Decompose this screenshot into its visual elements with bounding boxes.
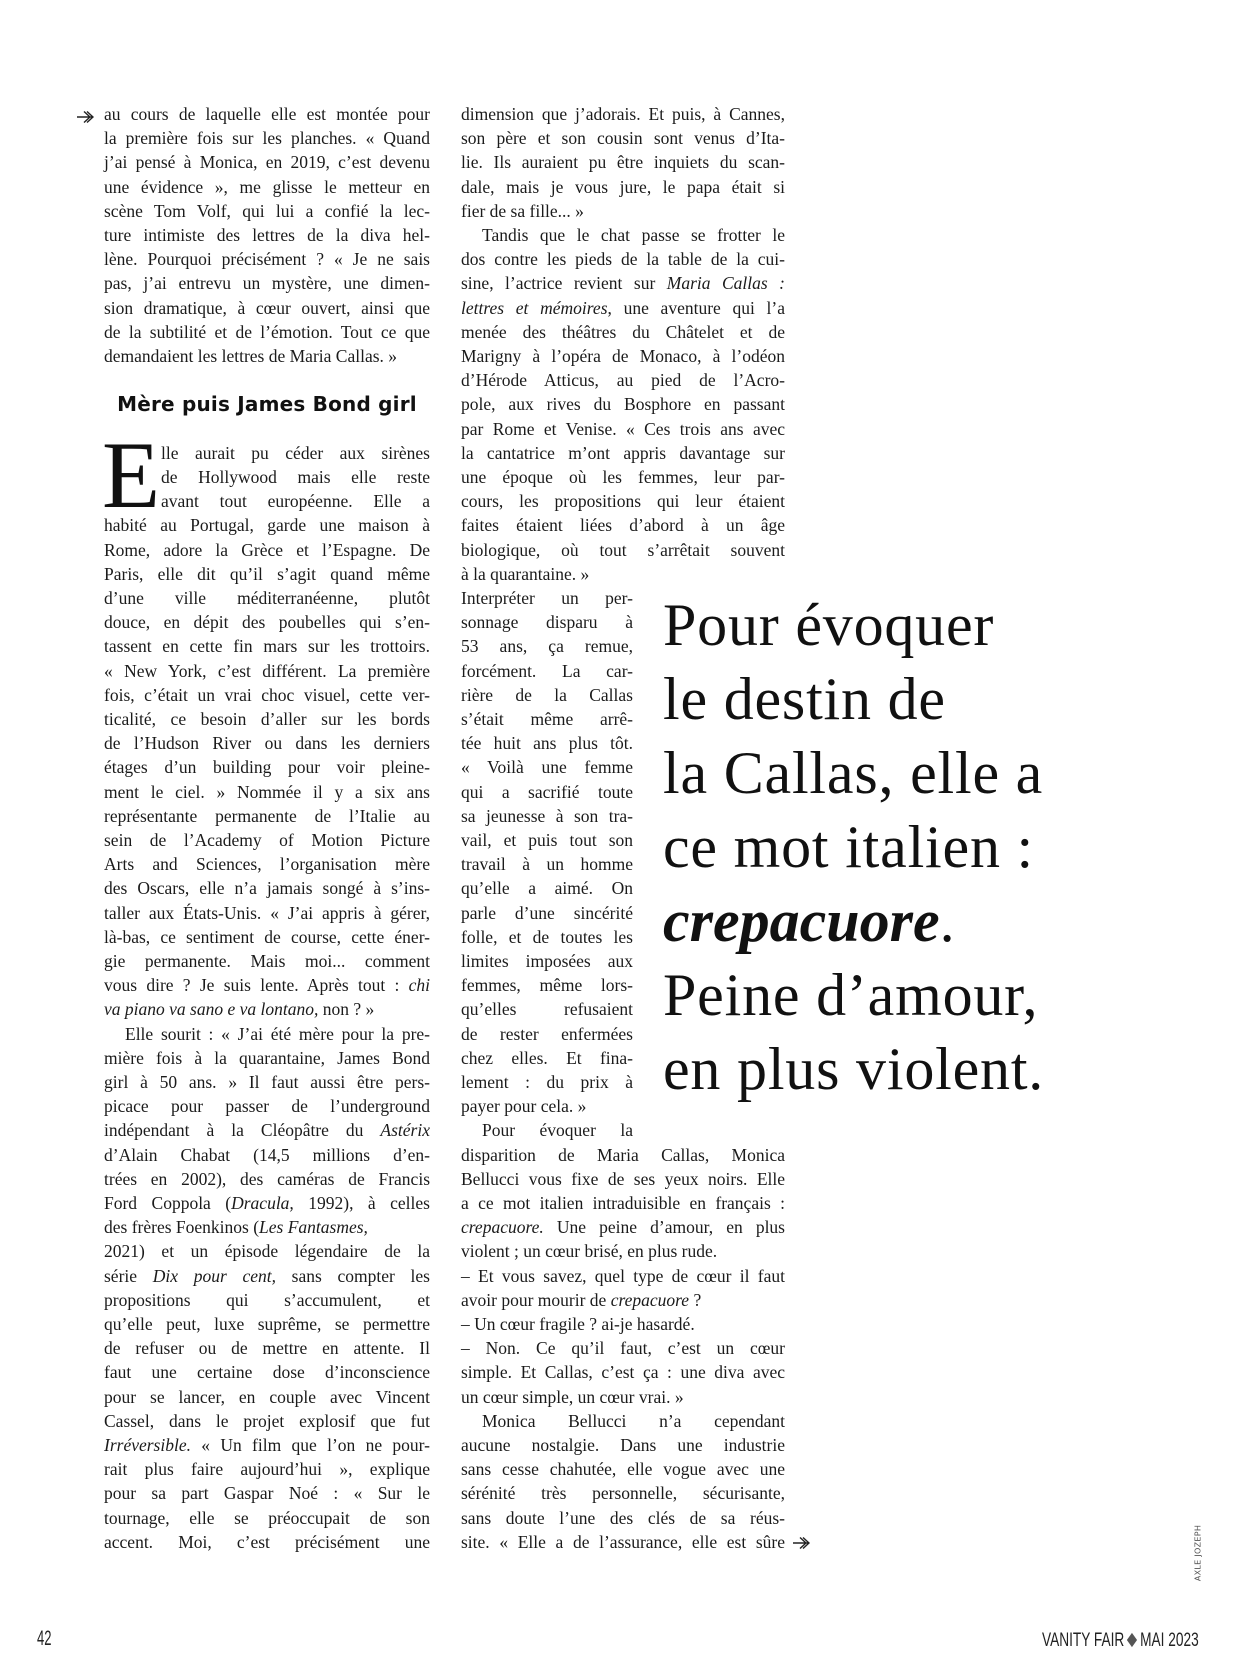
italic-text-segment: crepacuore. [461,1217,544,1238]
text-line-content: d’une ville méditerranéenne, plutôt [104,588,430,608]
text-line-content: de refuser ou de mettre en attente. Il [104,1338,430,1359]
italic-text-segment: Irréversible. [104,1435,191,1455]
pull-quote-line: la Callas, elle a [663,740,1044,806]
text-line [461,562,785,586]
text-line [104,876,430,900]
drop-cap: E [102,422,161,528]
text-line [461,1215,785,1239]
text-line [104,344,430,368]
continued-from-arrow-icon [76,110,94,124]
text-line [461,126,785,150]
text-line-content: ture intimiste des lettres de la diva hel- [104,225,430,245]
text-segment: Ford Coppola ( [104,1193,232,1213]
text-line [104,1215,430,1239]
text-line-content: sans doute l’une des clés de sa réus- [461,1507,785,1528]
text-line-content: avant tout européenne. Elle a [161,491,430,512]
text-line [104,1118,430,1142]
text-line [461,707,633,731]
text-line-content: lement : du prix à [461,1072,633,1092]
text-line [461,659,633,683]
text-line-content: simple. Et Callas, c’est ça : une diva avec [461,1362,785,1383]
text-line-content [104,1193,430,1213]
text-line-content: pour sa part Gaspar Noé : « Sur le [104,1483,430,1504]
text-line [161,441,430,465]
text-line-content: « Voilà une femme [461,757,633,778]
text-line [161,465,430,489]
text-line-content: pour se lancer, en couple avec Vincent [104,1386,430,1407]
text-line-content: de Hollywood mais elle reste [161,467,430,487]
pull-quote-period: . [939,888,956,954]
text-line [461,1094,633,1118]
text-line-content [104,1215,368,1239]
text-line-content: Rome, adore la Grèce et l’Espagne. De [104,539,430,560]
text-line [461,731,633,755]
text-segment: « Un film que l’on ne pour- [191,1435,430,1455]
text-line-content: Elle sourit : « J’ai été mère pour la pre- [125,1023,430,1044]
text-line [104,1191,430,1215]
text-line-content: pole, aux rives du Bosphore en passant [461,394,785,415]
text-line-content: une époque où les femmes, leur par- [461,467,785,487]
text-line [104,562,430,586]
text-line [461,1288,785,1312]
text-line [104,223,430,247]
text-line [104,997,430,1021]
text-line [104,1167,430,1191]
text-line-content: limites imposées aux [461,951,633,971]
text-segment: 1992), à celles [293,1193,430,1213]
text-line-content: disparition de Maria Callas, Monica [461,1144,785,1165]
section-heading: Mère puis James Bond girl [117,392,417,416]
italic-text-segment: Dracula, [231,1193,294,1213]
text-line [104,1094,430,1118]
text-line-content: sein de l’Academy of Motion Picture [104,830,430,850]
italic-text-segment: va piano va sano e va lontano, [104,999,319,1020]
italic-text-segment: Les Fantasmes, [259,1217,368,1238]
text-line-content: qu’elle a aimé. On [461,878,633,899]
text-line [461,901,633,925]
text-line-content: là-bas, ce sentiment de course, cette éner- [104,926,430,947]
text-line [104,659,430,683]
text-line-content: picace pour passer de l’underground [104,1096,430,1117]
text-segment: avoir pour mourir de [461,1289,611,1310]
text-line-content: pas, j’ai entrevu un mystère, une dimen- [104,273,430,294]
text-segment: indépendant à la Cléopâtre du [104,1120,381,1141]
text-line [104,634,430,658]
text-line-content: scène Tom Volf, qui lui a confié la lec- [104,200,430,221]
text-line [461,175,785,199]
text-line-content: sa jeunesse à son tra- [461,805,633,826]
text-line-content: trées en 2002), des caméras de Francis [104,1168,430,1189]
text-line-content: Pour évoquer la [482,1120,633,1141]
text-line [104,683,430,707]
text-line-content: des Oscars, elle n’a jamais songé à s’ins- [104,878,430,899]
text-line-content: de la subtilité et de l’émotion. Tout ce que [104,321,430,342]
text-line [461,102,785,126]
italic-text-segment: crepacuore [610,1289,690,1310]
text-line-content: site. « Elle a de l’assurance, elle est sûre [461,1531,785,1552]
text-line [104,973,430,997]
text-segment: vous dire ? Je suis lente. Après tout : [104,975,409,996]
text-line-content: 2021) et un épisode légendaire de la [104,1241,430,1262]
text-segment: sine, l’actrice revient sur [461,273,667,294]
text-line-content: rière de la Callas [461,684,633,705]
text-line [104,271,430,295]
text-line [461,1336,785,1360]
text-line [104,320,430,344]
text-line-content: – Non. Ce qu’il faut, c’est un cœur [461,1338,785,1359]
text-line-content: cours, les propositions qui leur étaient [461,491,785,512]
text-line [104,1409,430,1433]
text-line-content: qui a sacrifié toute [461,781,633,802]
text-line [104,150,430,174]
text-line [104,828,430,852]
text-line [104,175,430,199]
text-line-content: tournage, elle se préoccupait de son [104,1507,430,1528]
text-line-content: Marigny à l’opéra de Monaco, à l’odéon [461,346,785,366]
text-line-content: – Et vous savez, quel type de cœur il faut [461,1265,785,1286]
pull-quote-line: ce mot italien : [663,814,1035,880]
text-line [461,271,785,295]
text-line [104,1046,430,1070]
text-line [461,247,785,271]
pull-quote-line: Peine d’amour, [663,962,1039,1028]
text-line [161,489,430,513]
text-line [461,1506,785,1530]
text-line [461,1457,785,1481]
text-line [104,102,430,126]
text-line-content: de rester enfermées [461,1023,633,1044]
text-line [461,1360,785,1384]
text-line [461,852,633,876]
text-line [482,1409,785,1433]
text-line [104,1433,430,1457]
text-line [104,1481,430,1505]
text-line [461,634,633,658]
photo-credit-text: AXLE JOZEPH [1193,1524,1203,1582]
text-line-content: un cœur simple, un cœur vrai. » [461,1386,684,1407]
text-line [104,949,430,973]
text-line-content: représentante permanente de l’Italie au [104,805,430,826]
text-line-content [461,1217,785,1237]
text-line-content: travail à un homme [461,854,633,875]
text-line [461,1191,785,1215]
photo-credit [1192,1524,1204,1582]
text-line [104,199,430,223]
text-line [461,296,785,320]
text-line-content: fois, c’était un vrai choc visuel, cette ver- [104,684,430,705]
text-line-content: Arts and Sciences, l’organisation mère [104,854,430,875]
text-line-content: Tandis que le chat passe se frotter le [482,225,785,245]
text-line [461,1312,785,1336]
text-line-content: folle, et de toutes les [461,926,633,947]
text-line-content: au cours de laquelle elle est montée pour [104,104,430,124]
text-segment: série [104,1265,153,1286]
text-line-content: de l’Hudson River ou dans les derniers [104,733,430,754]
text-line-content: dale, mais je vous jure, le papa était si [461,176,785,197]
text-line-content: tassent en cette fin mars sur les trottoirs. [104,636,430,657]
text-line-content: girl à 50 ans. » Il faut aussi être pers- [104,1072,430,1092]
text-line-content: sion dramatique, à cœur ouvert, ainsi que [104,297,430,318]
text-line-content: dimension que j’adorais. Et puis, à Cannes, [461,104,785,124]
text-line [461,150,785,174]
text-line-content: Bellucci vous fixe de ses yeux noirs. Elle [461,1168,785,1189]
text-line [104,1070,430,1094]
text-line-content [104,975,430,995]
text-line-content: ticalité, ce besoin d’aller sur les bords [104,709,430,729]
text-line-content: son père et son cousin sont venus d’Ita- [461,128,785,149]
text-line [104,247,430,271]
text-line [461,780,633,804]
text-line-content [104,1120,430,1140]
text-line [461,1022,633,1046]
text-line-content: forcément. La car- [461,660,633,681]
text-line [104,1312,430,1336]
text-line [104,1530,430,1554]
text-line-content: d’Hérode Atticus, au pied de l’Acro- [461,370,785,391]
text-line [461,1433,785,1457]
text-segment: des frères Foenkinos ( [104,1217,260,1238]
text-line [104,1360,430,1384]
text-segment: sans compter les [275,1265,430,1286]
text-line [461,804,633,828]
text-line-content: étages d’un building pour voir pleine- [104,757,430,778]
italic-text-segment: lettres et mémoires [461,297,608,318]
text-line [104,780,430,804]
text-line-content: menée des théâtres du Châtelet et de [461,321,785,342]
text-line-content: violent ; un cœur brisé, en plus rude. [461,1241,718,1262]
text-line-content: fier de sa fille... » [461,200,584,221]
italic-text-segment: Astérix [380,1120,430,1141]
text-line-content: accent. Moi, c’est précisément une [104,1531,430,1552]
text-line [461,973,633,997]
text-line [104,1457,430,1481]
text-line [125,1022,430,1046]
text-line-content [104,1266,430,1286]
text-segment: , une aventure qui l’a [607,297,785,318]
italic-text-segment: chi [408,975,430,996]
text-line [461,876,633,900]
text-line [461,344,785,368]
text-line [461,949,633,973]
text-line [461,465,785,489]
text-line-content: aucune nostalgie. Dans une industrie [461,1435,785,1455]
text-line-content: sans cesse chahutée, elle vogue avec une [461,1459,785,1480]
diamond-separator-icon [1127,1633,1137,1647]
text-line [461,1239,785,1263]
text-line-content: faites étaient liées d’abord à un âge [461,515,785,536]
text-line-content [461,273,785,293]
text-line [104,755,430,779]
text-line [461,586,633,610]
text-line [461,1530,785,1554]
page-number: 42 [37,1627,52,1650]
text-line-content: qu’elle peut, luxe suprême, se permettre [104,1314,430,1334]
text-line-content: d’Alain Chabat (14,5 millions d’en- [104,1144,430,1165]
text-segment: ? [689,1289,702,1310]
continued-to-arrow-icon [792,1536,810,1550]
text-line-content: dos contre les pieds de la table de la cui- [461,249,785,270]
text-line-content: rait plus faire aujourd’hui », explique [104,1459,430,1480]
text-line [461,1167,785,1191]
text-line-content: biologique, où tout s’arrêtait souvent [461,539,785,560]
text-line-content: Interpréter un per- [461,588,633,608]
text-line-content: 53 ans, ça remue, [461,636,633,657]
text-line [104,296,430,320]
text-line-content: s’était même arrê- [461,709,633,729]
text-line-content: gie permanente. Mais moi... comment [104,951,430,971]
text-line [104,1336,430,1360]
text-line [461,755,633,779]
pull-quote-line: le destin de [663,666,946,732]
text-line-content: par Rome et Venise. « Ces trois ans avec [461,418,785,439]
text-line [461,925,633,949]
pull-quote [663,588,1044,1106]
text-line [461,489,785,513]
text-line [104,707,430,731]
text-line [104,126,430,150]
text-line-content: vail, et puis tout son [461,830,633,850]
text-line [104,925,430,949]
text-line [461,368,785,392]
text-line [461,1264,785,1288]
text-line-content: lène. Pourquoi précisément ? « Je ne sais [104,249,430,270]
text-line-content: tée huit ans plus tôt. [461,733,633,754]
text-line [461,1143,785,1167]
text-line-content: Paris, elle dit qu’il s’agit quand même [104,563,430,584]
text-line-content: douce, en dépit des poubelles qui s’en- [104,612,430,633]
text-line-content: faut une certaine dose d’inconscience [104,1362,430,1383]
italic-text-segment: Dix pour cent, [152,1265,276,1286]
text-line [461,1385,785,1409]
text-line [461,1481,785,1505]
text-line-content: ment le ciel. » Nommée il y a six ans [104,781,430,802]
text-line-content: a ce mot italien intraduisible en français : [461,1193,785,1213]
text-line [461,199,785,223]
text-line [104,538,430,562]
text-line [461,392,785,416]
text-line [104,1264,430,1288]
folio [1042,1630,1199,1652]
issue-date: MAI 2023 [1140,1630,1199,1651]
text-line [104,804,430,828]
text-line-content [461,1290,701,1310]
pull-quote-line-emphasis [663,884,1044,958]
text-line [461,610,633,634]
text-line [104,731,430,755]
text-line-content: lle aurait pu céder aux sirènes [161,442,430,463]
text-line [104,852,430,876]
italic-text-segment: Maria Callas : [666,273,785,294]
text-line-content: chez elles. Et fina- [461,1047,633,1068]
text-line [461,513,785,537]
text-line [461,441,785,465]
text-line-content: lie. Ils auraient pu être inquiets du scan- [461,152,785,173]
text-line [461,417,785,441]
text-line-content: sérénité très personnelle, sécurisante, [461,1483,785,1504]
text-line-content [461,298,785,318]
text-line-content [104,1435,430,1455]
text-line [104,1288,430,1312]
text-line-content: la première fois sur les planches. « Quand [104,128,430,149]
text-segment: non ? » [318,999,375,1020]
text-line-content: Cassel, dans le projet explosif que fut [104,1410,430,1431]
text-line [104,1506,430,1530]
text-line [104,901,430,925]
text-line-content: j’ai pensé à Monica, en 2019, c’est devenu [104,152,430,173]
text-line [461,1070,633,1094]
text-line-content: une évidence », me glisse le metteur en [104,176,430,197]
text-line [104,610,430,634]
text-line [461,997,633,1021]
text-line-content: « New York, c’est différent. La première [104,660,430,681]
magazine-name: VANITY FAIR [1042,1630,1125,1651]
text-line-content: femmes, même lors- [461,975,633,996]
text-line [104,1385,430,1409]
text-line-content: qu’elles refusaient [461,999,633,1020]
text-line [461,1046,633,1070]
text-line [482,1118,633,1142]
text-line-content [104,999,374,1019]
text-segment: Une peine d’amour, en plus [543,1217,785,1238]
text-line [461,828,633,852]
text-line [104,1143,430,1167]
text-line-content: parle d’une sincérité [461,902,633,923]
text-line-content: à la quarantaine. » [461,563,590,584]
text-line [461,683,633,707]
text-line [104,1239,430,1263]
text-line-content: taller aux États-Unis. « J’ai appris à gérer, [104,902,430,923]
pull-quote-line: en plus violent. [663,1036,1045,1102]
text-line-content: – Un cœur fragile ? ai-je hasardé. [461,1314,695,1334]
text-line [104,586,430,610]
text-line-content: sonnage disparu à [461,612,633,633]
text-line-content: Monica Bellucci n’a cependant [482,1410,785,1431]
text-line [482,223,785,247]
text-line-content: habité au Portugal, garde une maison à [104,515,430,536]
text-line-content: propositions qui s’accumulent, et [104,1289,430,1310]
text-line [461,538,785,562]
text-line-content: demandaient les lettres de Maria Callas. » [104,346,398,366]
text-line-content: mière fois à la quarantaine, James Bond [104,1047,430,1068]
pull-quote-line: Pour évoquer [663,592,995,658]
text-line [461,320,785,344]
text-line-content: la cantatrice m’ont appris davantage sur [461,442,785,463]
text-line-content: payer pour cela. » [461,1096,587,1117]
pull-quote-italic-word: crepacuore [663,888,940,954]
